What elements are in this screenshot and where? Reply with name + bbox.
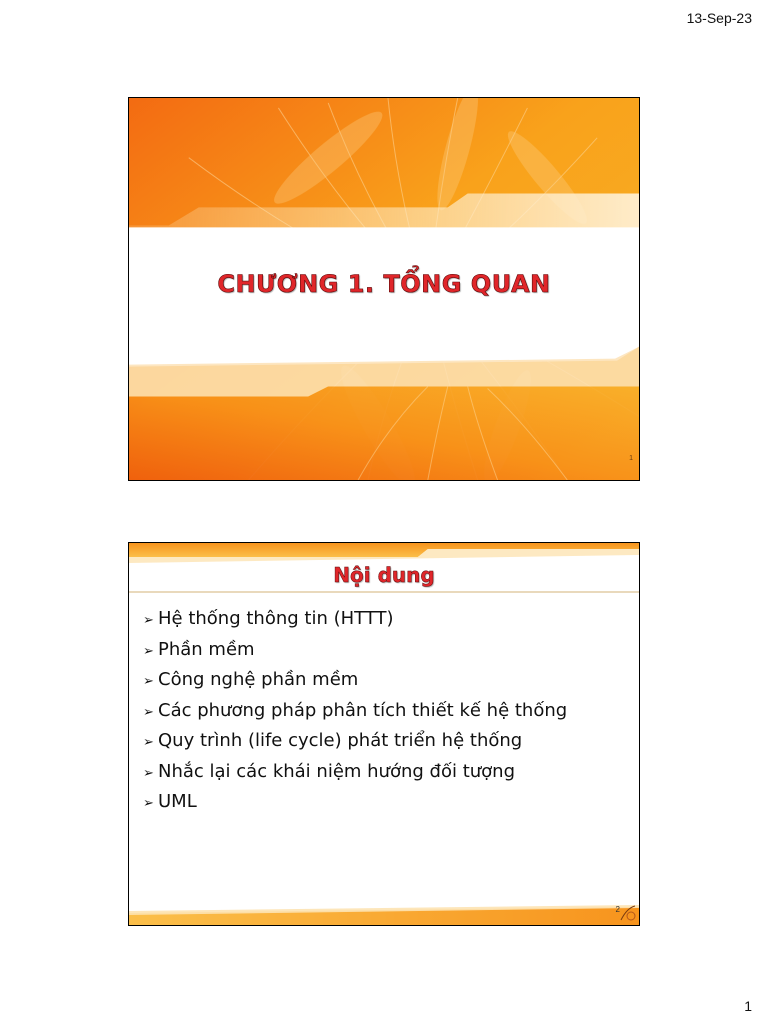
arrow-bullet-icon: ➢ xyxy=(143,735,154,750)
arrow-bullet-icon: ➢ xyxy=(143,674,154,689)
slide-1-title: CHƯƠNG 1. TỔNG QUAN xyxy=(217,270,551,298)
list-item: ➢ Nhắc lại các khái niệm hướng đối tượng xyxy=(143,758,567,789)
arrow-bullet-icon: ➢ xyxy=(143,796,154,811)
arrow-bullet-icon: ➢ xyxy=(143,643,154,659)
list-item: ➢ Phần mềm xyxy=(143,636,567,667)
list-item: ➢ Công nghệ phần mềm xyxy=(143,666,567,697)
slide-2-heading: Nội dung xyxy=(333,563,435,587)
slide-2-footer-band xyxy=(129,903,639,925)
list-item: ➢ Hệ thống thông tin (HTTT) xyxy=(143,605,567,636)
slide-2-number: 2 xyxy=(615,905,620,914)
slide-2-content-list xyxy=(143,605,567,819)
slide-1-thumbnail[interactable] xyxy=(128,97,640,481)
page-number: 1 xyxy=(744,998,752,1014)
slide-1-number: 1 xyxy=(629,455,633,462)
list-item: ➢ UML xyxy=(143,788,567,819)
list-item: ➢ Các phương pháp phân tích thiết kế hệ thống xyxy=(143,697,567,728)
arrow-bullet-icon: ➢ xyxy=(143,765,154,781)
list-item: ➢ Quy trình (life cycle) phát triển hệ thống xyxy=(143,727,567,758)
slide-2-thumbnail[interactable] xyxy=(128,542,640,926)
arrow-bullet-icon: ➢ xyxy=(143,613,154,628)
flourish-icon xyxy=(619,904,637,922)
arrow-bullet-icon: ➢ xyxy=(143,704,154,720)
page-date: 13-Sep-23 xyxy=(686,10,752,26)
